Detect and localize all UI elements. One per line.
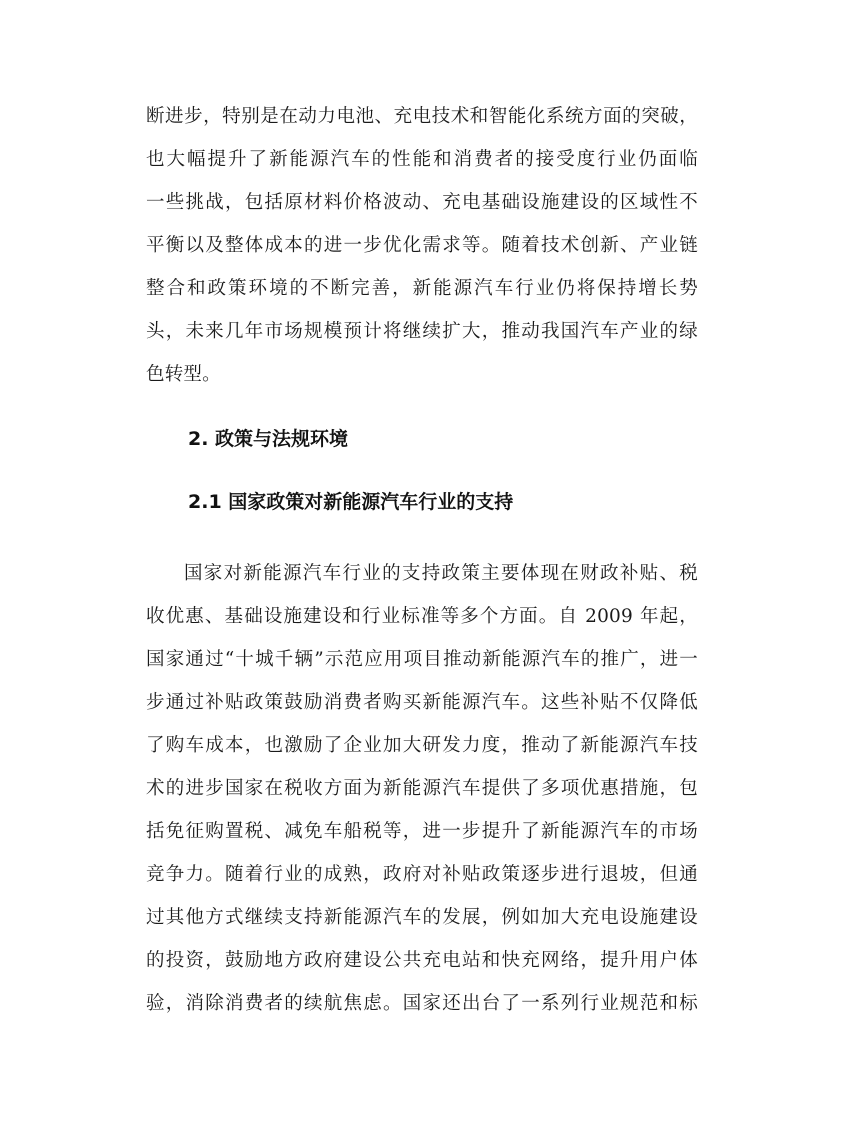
- paragraph-line: 竞争力。随着行业的成熟，政府对补贴政策逐步进行退坡，但通: [146, 864, 698, 885]
- paragraph-line: 术的进步国家在税收方面为新能源汽车提供了多项优惠措施，包: [146, 778, 698, 799]
- paragraph-line: 断进步，特别是在动力电池、充电技术和智能化系统方面的突破，: [146, 106, 698, 127]
- section-heading: 2. 政策与法规环境: [188, 428, 349, 450]
- paragraph-line: 括免征购置税、减免车船税等，进一步提升了新能源汽车的市场: [146, 821, 698, 842]
- paragraph-line: 的投资，鼓励地方政府建设公共充电站和快充网络，提升用户体: [146, 950, 698, 971]
- paragraph-line: 过其他方式继续支持新能源汽车的发展，例如加大充电设施建设: [146, 907, 698, 928]
- paragraph-line: 平衡以及整体成本的进一步优化需求等。随着技术创新、产业链: [146, 235, 698, 256]
- paragraph-line: 色转型。: [146, 364, 221, 385]
- paragraph-line: 一些挑战，包括原材料价格波动、充电基础设施建设的区域性不: [146, 192, 698, 213]
- paragraph-line: 整合和政策环境的不断完善，新能源汽车行业仍将保持增长势: [146, 278, 698, 299]
- subsection-heading: 2.1 国家政策对新能源汽车行业的支持: [188, 491, 514, 513]
- paragraph-line: 收优惠、基础设施建设和行业标准等多个方面。自 2009 年起，: [146, 606, 698, 627]
- paragraph-line: 验，消除消费者的续航焦虑。国家还出台了一系列行业规范和标: [146, 993, 698, 1014]
- paragraph-line: 也大幅提升了新能源汽车的性能和消费者的接受度行业仍面临: [146, 149, 698, 170]
- paragraph-line: 头，未来几年市场规模预计将继续扩大，推动我国汽车产业的绿: [146, 321, 698, 342]
- paragraph-line: 步通过补贴政策鼓励消费者购买新能源汽车。这些补贴不仅降低: [146, 692, 698, 713]
- paragraph-line: 国家通过“十城千辆”示范应用项目推动新能源汽车的推广，进一: [146, 649, 698, 670]
- paragraph-line: 国家对新能源汽车行业的支持政策主要体现在财政补贴、税: [184, 563, 698, 584]
- paragraph-line: 了购车成本，也激励了企业加大研发力度，推动了新能源汽车技: [146, 735, 698, 756]
